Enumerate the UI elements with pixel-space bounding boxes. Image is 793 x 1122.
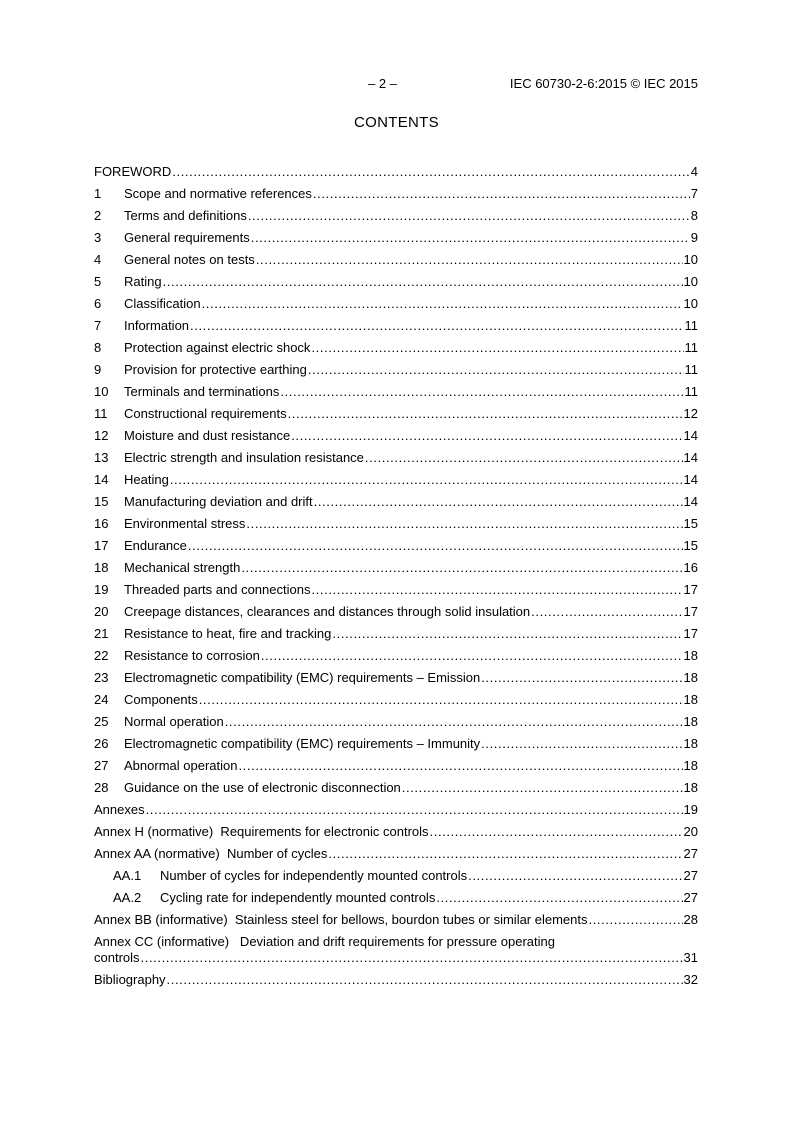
toc-leader-dots (246, 516, 682, 532)
toc-leader-dots (146, 802, 683, 818)
toc-entry-page: 16 (683, 560, 698, 575)
toc-entry-page: 14 (683, 494, 698, 509)
toc-entry-number: 21 (94, 626, 109, 641)
toc-entry-page: 32 (683, 972, 698, 987)
toc-entry-page: 14 (683, 472, 698, 487)
toc-entry[interactable] (94, 554, 698, 576)
toc-entry-annex-cc[interactable] (94, 928, 698, 966)
toc-entry[interactable] (94, 818, 698, 840)
contents-title: CONTENTS (354, 114, 439, 131)
page-header (0, 76, 793, 92)
toc-leader-dots (481, 736, 682, 752)
toc-leader-dots (328, 846, 682, 862)
toc-leader-dots (251, 230, 690, 246)
toc-entry-number: 22 (94, 648, 109, 663)
toc-entry-number: 6 (94, 296, 102, 311)
toc-entry[interactable] (94, 576, 698, 598)
toc-entry-page: 11 (684, 384, 698, 399)
toc-entry-label: Electromagnetic compatibility (EMC) requirements – Immunity (124, 736, 481, 751)
toc-entry[interactable] (94, 466, 698, 488)
toc-entry-label: Information (124, 318, 190, 333)
toc-entry-page: 11 (684, 362, 698, 377)
page-number: – 2 – (368, 76, 397, 91)
toc-entry-label: Constructional requirements (124, 406, 287, 421)
toc-leader-dots (167, 972, 683, 988)
toc-entry[interactable] (94, 730, 698, 752)
toc-entry[interactable] (94, 268, 698, 290)
toc-leader-dots (225, 714, 683, 730)
toc-entry-page: 27 (683, 868, 698, 883)
toc-entry-number: 28 (94, 780, 109, 795)
toc-entry-page: 10 (683, 274, 698, 289)
toc-leader-dots (311, 582, 682, 598)
toc-entry-label: Heating (124, 472, 169, 487)
toc-leader-dots (365, 450, 683, 466)
toc-entry-label: Annex CC (informative) Deviation and drift requirements for pressure operating (94, 934, 555, 949)
toc-entry-page: 18 (683, 758, 698, 773)
toc-entry[interactable] (94, 642, 698, 664)
toc-entry-label: Scope and normative references (124, 186, 312, 201)
toc-entry-label: Annexes (94, 802, 145, 817)
toc-entry-number: 5 (94, 274, 102, 289)
toc-entry-label: Terms and definitions (124, 208, 247, 223)
standard-reference: IEC 60730-2-6:2015 © IEC 2015 (509, 76, 698, 91)
toc-leader-dots (291, 428, 682, 444)
toc-entry-bibliography[interactable] (94, 966, 698, 988)
toc-leader-dots (589, 912, 683, 928)
toc-entry-number: 10 (94, 384, 109, 399)
toc-entry-page: 28 (683, 912, 698, 927)
toc-leader-dots (170, 472, 683, 488)
toc-entry-label: Components (124, 692, 198, 707)
toc-entry[interactable] (94, 774, 698, 796)
toc-entry-page: 11 (684, 340, 698, 355)
toc-entry[interactable] (94, 202, 698, 224)
toc-entry-label: Resistance to corrosion (124, 648, 260, 663)
toc-entry-number: 27 (94, 758, 109, 773)
toc-entry-page: 7 (690, 186, 698, 201)
toc-entry-number: 9 (94, 362, 102, 377)
toc-entry[interactable] (94, 224, 698, 246)
toc-entry-page: 11 (684, 318, 698, 333)
toc-entry-label: Rating (124, 274, 162, 289)
toc-entry[interactable] (94, 884, 698, 906)
toc-entry-page: 12 (683, 406, 698, 421)
toc-entry[interactable] (94, 796, 698, 818)
toc-entry[interactable] (94, 422, 698, 444)
toc-entry-label: Endurance (124, 538, 187, 553)
toc-entry-number: 12 (94, 428, 109, 443)
toc-entry-page: 27 (683, 846, 698, 861)
toc-entry-number: 4 (94, 252, 102, 267)
toc-entry[interactable] (94, 510, 698, 532)
toc-entry-number: 15 (94, 494, 109, 509)
toc-entry-number: 1 (94, 186, 102, 201)
toc-entry-page: 9 (690, 230, 698, 245)
toc-leader-dots (163, 274, 683, 290)
toc-entry-number: 8 (94, 340, 102, 355)
toc-entry-number: 2 (94, 208, 102, 223)
toc-entry[interactable] (94, 246, 698, 268)
toc-entry-page: 14 (683, 428, 698, 443)
toc-leader-dots (172, 164, 689, 180)
toc-entry-label: Cycling rate for independently mounted controls (160, 890, 436, 905)
toc-entry-number: AA.1 (113, 868, 142, 883)
toc-entry[interactable] (94, 598, 698, 620)
toc-entry[interactable] (94, 356, 698, 378)
toc-entry-number: 17 (94, 538, 109, 553)
toc-entry-label: Protection against electric shock (124, 340, 311, 355)
toc-entry-label: Terminals and terminations (124, 384, 280, 399)
toc-entry-label: Number of cycles for independently mounted controls (160, 868, 468, 883)
toc-entry-label: General notes on tests (124, 252, 255, 267)
toc-leader-dots (313, 186, 690, 202)
toc-entry-number: 25 (94, 714, 109, 729)
toc-entry-label: Creepage distances, clearances and distances through solid insulation (124, 604, 531, 619)
toc-entry[interactable] (94, 180, 698, 202)
toc-entry-label: Provision for protective earthing (124, 362, 307, 377)
toc-entry-label: Electric strength and insulation resistance (124, 450, 364, 465)
toc-entry-label: Manufacturing deviation and drift (124, 494, 313, 509)
toc-leader-dots (481, 670, 682, 686)
toc-entry-label: Moisture and dust resistance (124, 428, 291, 443)
toc-leader-dots (436, 890, 682, 906)
toc-entry-label: Annex AA (normative) Number of cycles (94, 846, 328, 861)
toc-entry[interactable] (94, 664, 698, 686)
toc-leader-dots (190, 318, 683, 334)
toc-leader-dots (288, 406, 683, 422)
toc-entry-label: Abnormal operation (124, 758, 238, 773)
toc-leader-dots (248, 208, 690, 224)
toc-entry-page: 18 (683, 736, 698, 751)
toc-leader-dots (241, 560, 682, 576)
toc-entry-page: 15 (683, 516, 698, 531)
toc-entry-page: 18 (683, 780, 698, 795)
toc-leader-dots (202, 296, 683, 312)
toc-entry-number: 7 (94, 318, 102, 333)
toc-entry-page: 4 (690, 164, 698, 179)
toc-leader-dots (531, 604, 682, 620)
toc-entry-page: 18 (683, 648, 698, 663)
toc-leader-dots (238, 758, 682, 774)
toc-entry-page: 27 (683, 890, 698, 905)
toc-entry[interactable] (94, 752, 698, 774)
toc-entry[interactable] (94, 840, 698, 862)
toc-entry-number: 11 (94, 406, 108, 421)
toc-entry-page: 18 (683, 670, 698, 685)
toc-leader-dots (280, 384, 683, 400)
toc-entry-page: 8 (690, 208, 698, 223)
toc-leader-dots (199, 692, 683, 708)
toc-entry[interactable] (94, 862, 698, 884)
toc-entry-number: 18 (94, 560, 109, 575)
toc-entry-page: 15 (683, 538, 698, 553)
toc-entry[interactable] (94, 532, 698, 554)
toc-entry-label: Environmental stress (124, 516, 246, 531)
toc-entry-page: 17 (683, 626, 698, 641)
toc-entry-number: 24 (94, 692, 109, 707)
toc-entry-page: 18 (683, 692, 698, 707)
toc-leader-dots (402, 780, 683, 796)
toc-entry-number: AA.2 (113, 890, 142, 905)
toc-entry-label: Bibliography (94, 972, 166, 987)
toc-entry[interactable] (94, 290, 698, 312)
toc-entry-page: 18 (683, 714, 698, 729)
table-of-contents (94, 158, 698, 988)
toc-leader-dots (314, 494, 683, 510)
toc-entry-page: 17 (683, 582, 698, 597)
toc-entry-number: 14 (94, 472, 109, 487)
toc-entry[interactable] (94, 906, 698, 928)
toc-leader-dots (141, 950, 683, 966)
toc-leader-dots (308, 362, 684, 378)
toc-entry-label-continued: controls (94, 950, 140, 965)
toc-entry-page: 19 (683, 802, 698, 817)
toc-leader-dots (332, 626, 682, 642)
toc-entry-label: Mechanical strength (124, 560, 241, 575)
toc-entry-page: 31 (683, 950, 698, 965)
toc-entry[interactable] (94, 686, 698, 708)
toc-leader-dots (188, 538, 683, 554)
toc-entry[interactable] (94, 334, 698, 356)
toc-entry-page: 17 (683, 604, 698, 619)
toc-entry-number: 16 (94, 516, 109, 531)
toc-entry-label: Annex H (normative) Requirements for electronic controls (94, 824, 429, 839)
toc-entry[interactable] (94, 444, 698, 466)
toc-entry-label: Electromagnetic compatibility (EMC) requirements – Emission (124, 670, 481, 685)
toc-entry-page: 20 (683, 824, 698, 839)
toc-entry[interactable] (94, 312, 698, 334)
toc-entry[interactable] (94, 708, 698, 730)
toc-entry[interactable] (94, 378, 698, 400)
toc-entry[interactable] (94, 158, 698, 180)
toc-entry-label: Resistance to heat, fire and tracking (124, 626, 332, 641)
toc-leader-dots (311, 340, 683, 356)
toc-entry-number: 19 (94, 582, 109, 597)
toc-leader-dots (261, 648, 683, 664)
toc-entry[interactable] (94, 488, 698, 510)
toc-entry-number: 13 (94, 450, 109, 465)
toc-entry-label: Annex BB (informative) Stainless steel for bellows, bourdon tubes or similar elements (94, 912, 588, 927)
toc-leader-dots (256, 252, 683, 268)
toc-entry-number: 20 (94, 604, 109, 619)
toc-entry-label: Normal operation (124, 714, 224, 729)
toc-entry-page: 10 (683, 252, 698, 267)
toc-entry-number: 3 (94, 230, 102, 245)
toc-leader-dots (468, 868, 682, 884)
toc-entry-label: Classification (124, 296, 201, 311)
toc-entry-page: 14 (683, 450, 698, 465)
toc-leader-dots (430, 824, 683, 840)
toc-entry-label: FOREWORD (94, 164, 172, 179)
toc-entry-number: 23 (94, 670, 109, 685)
toc-entry-label: General requirements (124, 230, 250, 245)
toc-entry[interactable] (94, 400, 698, 422)
toc-entry-number: 26 (94, 736, 109, 751)
toc-entry[interactable] (94, 620, 698, 642)
toc-entry-page: 10 (683, 296, 698, 311)
toc-entry-label: Guidance on the use of electronic disconnection (124, 780, 401, 795)
toc-entry-label: Threaded parts and connections (124, 582, 311, 597)
